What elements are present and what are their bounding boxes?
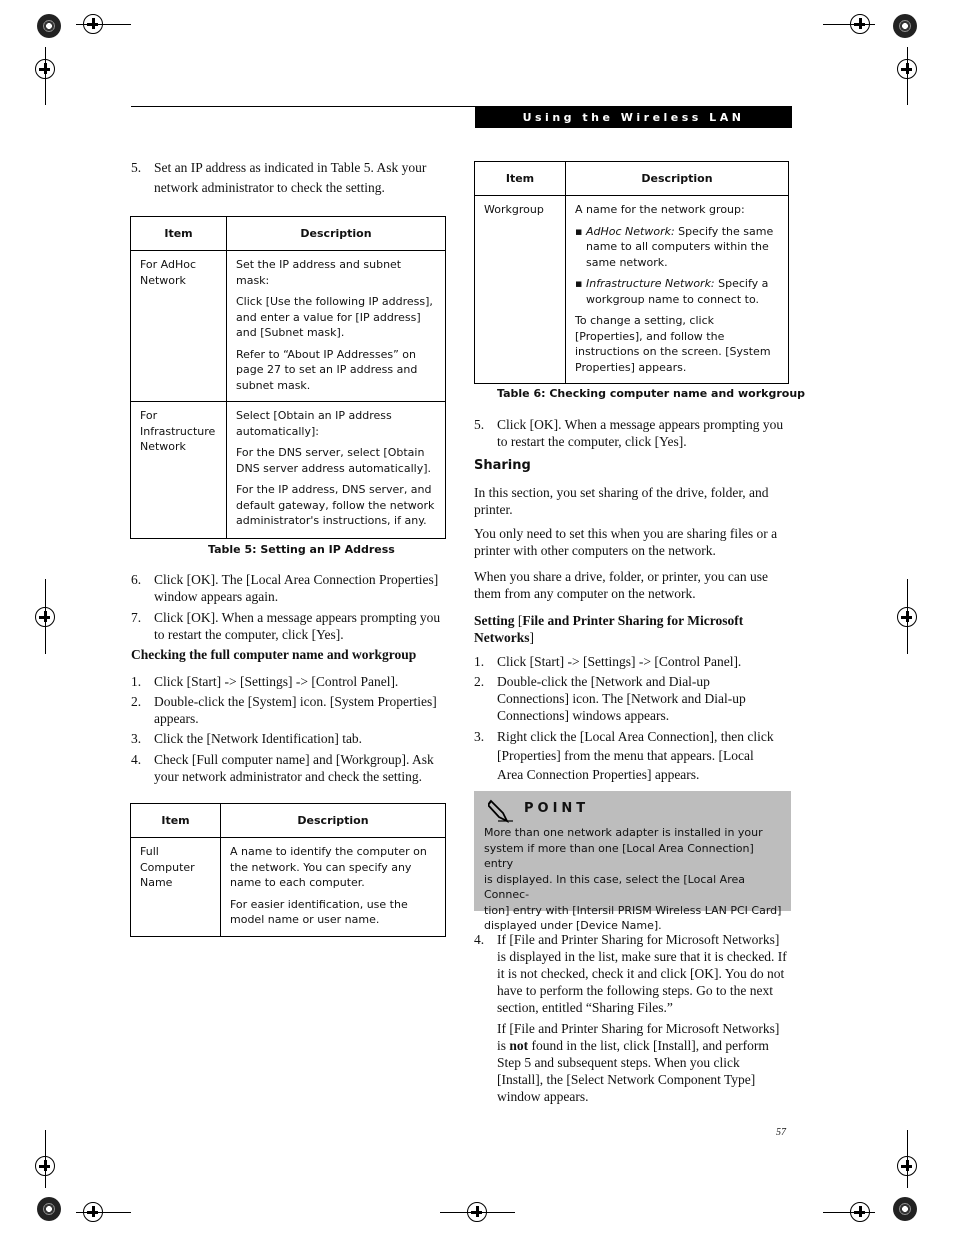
crop-line xyxy=(907,47,908,105)
section-header: Using the Wireless LAN xyxy=(475,106,792,128)
table-5-caption: Table 5: Setting an IP Address xyxy=(208,543,395,556)
bullet-infrastructure: ▪ Infrastructure Network: Specify a workgroup name to connect to. xyxy=(575,276,779,307)
point-title: POINT xyxy=(524,801,590,816)
crop-line xyxy=(76,1212,131,1213)
sharing-paragraph-1: In this section, you set sharing of the drive, folder, and printer. xyxy=(474,485,769,517)
step-number: 5. xyxy=(131,160,142,175)
pencil-icon xyxy=(488,799,514,823)
table-row xyxy=(131,402,446,539)
crop-line xyxy=(45,579,46,654)
sharing-paragraph-3: When you share a drive, folder, or printer, you can use them from any computer on the network. xyxy=(474,569,768,601)
crop-line xyxy=(76,24,131,25)
section-heading: Checking the full computer name and workgroup xyxy=(131,647,417,662)
item-cell: Full Computer Name xyxy=(131,838,221,937)
sharing-heading: Sharing xyxy=(474,458,531,473)
page-number: 57 xyxy=(776,1127,786,1138)
table-5-ip-address xyxy=(130,216,446,539)
setting-heading: Setting [File and Printer Sharing for Microsoft Networks] xyxy=(474,613,744,645)
column-header-item: Item xyxy=(131,217,227,251)
point-text: More than one network adapter is installed in your system if more than one [Local Area Connection] entry is displayed. In this case, select the [Local Area Connec- tion] entry with [Intersil PRISM Wireless LAN PCI Card] displayed under [Device Name]. xyxy=(484,826,782,932)
table-6-caption: Table 6: Checking computer name and workgroup xyxy=(497,387,806,400)
table-6-workgroup xyxy=(474,161,789,384)
registration-disc-icon xyxy=(893,14,917,38)
crop-line xyxy=(823,1212,875,1213)
step-text: Set an IP address as indicated in Table 5. Ask your network administrator to check the setting. xyxy=(154,160,427,195)
registration-disc-icon xyxy=(37,1197,61,1221)
column-header-description: Description xyxy=(566,162,789,196)
table-row xyxy=(475,196,789,384)
crop-line xyxy=(45,1130,46,1188)
sharing-paragraph-2: You only need to set this when you are sharing files or a printer with other computers on the network. xyxy=(474,526,778,558)
table-row xyxy=(131,838,446,937)
item-cell: For AdHoc Network xyxy=(131,251,227,402)
table-row xyxy=(131,251,446,402)
sharing-step-4-continued: If [File and Printer Sharing for Microsoft Networks] is not found in the list, click [Install], and perform Step 5 and subsequent steps. When you click [Install], the [Select Network Component Type] window appears. xyxy=(497,1021,780,1104)
registration-disc-icon xyxy=(37,14,61,38)
item-cell: Workgroup xyxy=(475,196,566,384)
column-header-description: Description xyxy=(227,217,446,251)
description-cell: Select [Obtain an IP address automatically]: For the DNS server, select [Obtain DNS server address automatically]. For the IP address, DNS server, and default gateway, follow the network administrator's instructions, if any. xyxy=(227,402,446,539)
table-computer-name xyxy=(130,803,446,937)
column-header-item: Item xyxy=(131,804,221,838)
point-box xyxy=(474,791,791,932)
crop-line xyxy=(907,579,908,654)
bullet-adhoc: ▪ AdHoc Network: Specify the same name to all computers within the same network. xyxy=(575,224,779,271)
crop-line xyxy=(45,47,46,105)
crop-line xyxy=(440,1212,515,1213)
description-cell: Set the IP address and subnet mask: Click [Use the following IP address], and enter a value for [IP address] and [Subnet mask]. Refer to “About IP Addresses” on page 27 to set an IP address and subnet mask. xyxy=(227,251,446,402)
description-cell: A name to identify the computer on the network. You can specify any name to each computer. For easier identification, use the model name or user name. xyxy=(221,838,446,937)
crop-line xyxy=(823,24,875,25)
registration-disc-icon xyxy=(893,1197,917,1221)
item-cell: For Infrastructure Network xyxy=(131,402,227,539)
crop-line xyxy=(907,1130,908,1188)
column-header-item: Item xyxy=(475,162,566,196)
header-rule xyxy=(131,106,476,107)
description-cell: A name for the network group: ▪ AdHoc Network: Specify the same name to all computers within the same network. ▪ Infrastructure Network: Specify a workgroup name to connect to. To change a setting, click [Properties], and follow the instructions on the screen. [System Properties] appears. xyxy=(566,196,789,384)
column-header-description: Description xyxy=(221,804,446,838)
